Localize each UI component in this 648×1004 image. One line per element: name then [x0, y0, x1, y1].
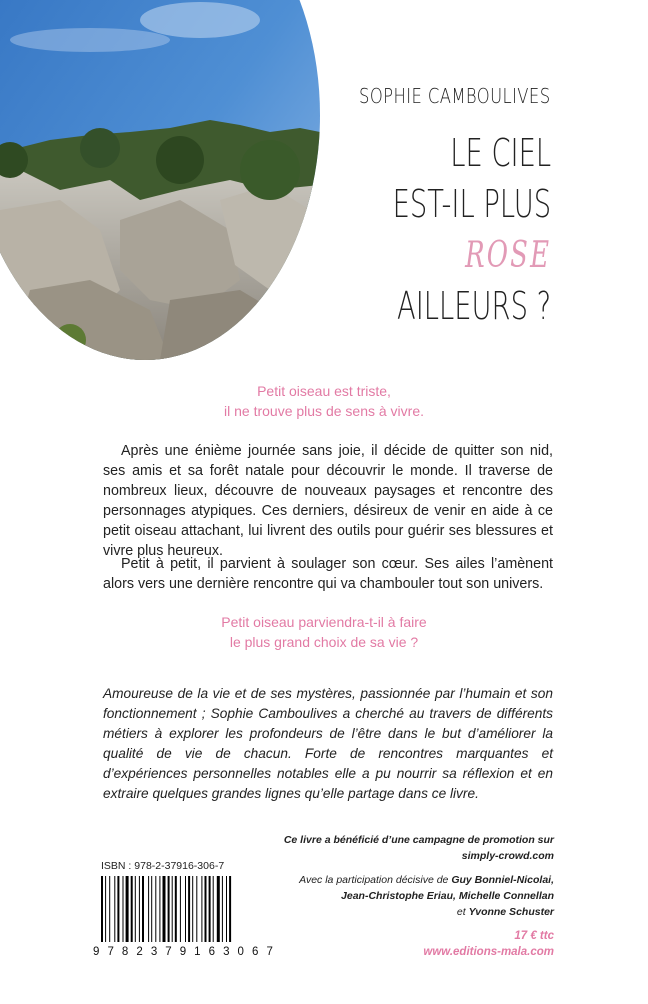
promotion-credits	[284, 832, 554, 920]
promo-website: simply-crowd.com	[461, 850, 554, 862]
barcode-bar	[226, 876, 227, 942]
promo-and: et	[456, 906, 469, 918]
cover-photo-rocky-hill	[0, 0, 320, 360]
barcode-bar	[117, 876, 119, 942]
barcode-digit: 6	[251, 946, 259, 958]
barcode-bar	[185, 876, 186, 942]
barcode-bar	[188, 876, 190, 942]
tagline-top	[0, 381, 648, 421]
promo-name-1: Guy Bonniel-Nicolai,	[451, 874, 554, 886]
barcode-digits	[93, 946, 273, 958]
tagline-bottom-line-1: Petit oiseau parviendra-t-il à faire	[221, 614, 427, 630]
barcode-digit: 2	[136, 946, 143, 958]
promo-name-last: Yvonne Schuster	[468, 906, 554, 918]
barcode-bar	[192, 876, 193, 942]
tagline-bottom-line-2: le plus grand choix de sa vie ?	[229, 634, 419, 650]
barcode-digit: 9	[179, 946, 187, 958]
barcode-bar	[163, 876, 166, 942]
barcode-bar	[105, 876, 106, 942]
barcode-bar	[123, 876, 124, 942]
barcode-digit: 0	[237, 946, 244, 958]
promo-participation-prefix: Avec la participation décisive de	[299, 874, 452, 886]
barcode-bar	[229, 876, 231, 942]
barcode-bar	[126, 876, 129, 942]
barcode-bar	[114, 876, 115, 942]
barcode-digit: 9	[93, 946, 100, 958]
barcode-bar	[222, 876, 223, 942]
barcode-digit: 7	[266, 946, 273, 958]
barcode-bar	[196, 876, 197, 942]
tagline-top-line-1: Petit oiseau est triste,	[257, 383, 391, 399]
barcode-bar	[151, 876, 152, 942]
barcode-bar	[213, 876, 214, 942]
tagline-top-line-2: il ne trouve plus de sens à vivre.	[224, 403, 424, 419]
title-line-rose: ROSE	[464, 235, 551, 276]
barcode-digit: 7	[165, 946, 172, 958]
barcode-bar	[172, 876, 173, 942]
barcode	[101, 876, 265, 942]
synopsis-paragraph-2: Petit à petit, il parvient à soulager son cœur. Ses ailes l’amènent alors vers une dernière rencontre qui va chambouler tout son univers.	[103, 556, 553, 592]
barcode-bar	[131, 876, 133, 942]
barcode-bar	[205, 876, 207, 942]
barcode-bar	[180, 876, 181, 942]
barcode-bar	[148, 876, 149, 942]
barcode-bar	[139, 876, 140, 942]
barcode-bar	[155, 876, 156, 942]
promo-line-1: Ce livre a bénéficié d’une campagne de promotion sur	[283, 834, 554, 846]
title-line-1: LE CIEL	[450, 131, 551, 175]
price: 17 € ttc	[514, 930, 554, 942]
barcode-bar	[109, 876, 110, 942]
barcode-digit: 7	[107, 946, 114, 958]
barcode-bar	[159, 876, 160, 942]
book-title	[392, 128, 551, 332]
title-line-2: EST-IL PLUS	[392, 182, 551, 226]
barcode-digit: 1	[194, 946, 201, 958]
barcode-digit: 8	[121, 946, 129, 958]
barcode-bar	[217, 876, 220, 942]
publisher-website: www.editions-mala.com	[423, 946, 554, 958]
barcode-bar	[201, 876, 202, 942]
isbn: ISBN : 978-2-37916-306-7	[101, 860, 225, 872]
barcode-bar	[168, 876, 170, 942]
barcode-digit: 6	[208, 946, 216, 958]
synopsis-paragraph-1: Après une énième journée sans joie, il décide de quitter son nid, ses amis et sa forêt natale pour découvrir le monde. Il traverse de nombreux lieux, découvre de nouveaux paysages et rencontre des personnages atypiques. Ces derniers, désireux de venir en aide à ce petit oiseau attachant, lui livrent des outils pour guérir ses blessures et vivre plus heureux.	[103, 443, 553, 559]
barcode-bar	[135, 876, 136, 942]
author-name: SOPHIE CAMBOULIVES	[359, 84, 551, 108]
barcode-digit: 3	[150, 946, 158, 958]
barcode-bar	[142, 876, 144, 942]
author-bio: Amoureuse de la vie et de ses mystères, passionnée par l’humain et son fonctionnement ; Sophie Camboulives a cherché au travers de différents métiers à explorer les profondeurs de l’être dans le but d’améliorer la qualité de vie de chacun. Forte de rencontres marquantes et d’expériences personnelles notables elle a pu nourrir sa réflexion et en extraire quelques grandes lignes qu’elle partage dans ce livre.	[103, 686, 553, 801]
title-line-4: AILLEURS ?	[396, 284, 551, 328]
barcode-digit: 3	[223, 946, 230, 958]
barcode-bar	[209, 876, 211, 942]
barcode-bar	[101, 876, 103, 942]
barcode-bar	[175, 876, 177, 942]
tagline-bottom	[0, 612, 648, 652]
promo-names-2: Jean-Christophe Eriau, Michelle Connellan	[341, 890, 554, 902]
